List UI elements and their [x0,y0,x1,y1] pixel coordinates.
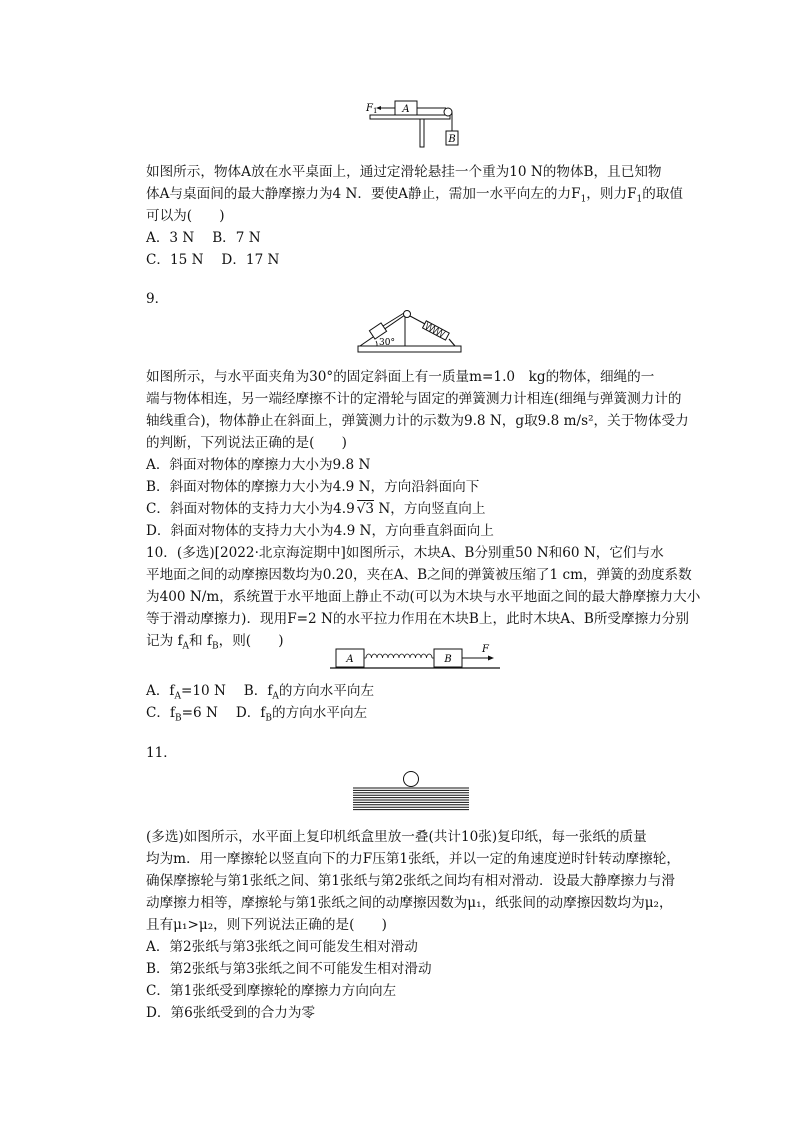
q9-stem-line4: 的判断，下列说法正确的是( ) [146,435,347,451]
q8-fig-a-label: A [402,104,410,115]
q9-option-b: B．斜面对物体的摩擦力大小为4.9 N，方向沿斜面向下 [146,479,480,495]
q11-stem-line3: 确保摩擦轮与第1张纸之间、第1张纸与第2张纸之间均有相对滑动．设最大静摩擦力与滑 [146,873,675,889]
q8-stem-line2: 体A与桌面间的最大静摩擦力为4 N．要使A静止，需加一水平向左的力$F_1$，则力$F_1$的取值 [146,186,684,205]
q11-stem-line1: (多选)如图所示，水平面上复印机纸盒里放一叠(共计10张)复印纸，每一张纸的质量 [146,829,647,845]
q8-fig-f1-label: F [366,103,373,114]
q11-paper-stack [353,788,469,810]
q10-options-cd: C．$f_B=6$ N D．$f_B$的方向水平向左 [146,705,368,724]
q10-options-ab: A．$f_A=10$ N B．$f_A$的方向水平向左 [146,683,375,702]
q11-option-c: C．第1张纸受到摩擦轮的摩擦力方向向左 [146,983,397,999]
q11-figure [350,770,472,814]
q8-options-ab: A．3 N B．7 N [146,230,261,246]
q11-option-b: B．第2张纸与第3张纸之间不可能发生相对滑动 [146,961,432,977]
q10-fig-b-label: B [444,654,452,665]
q10-stem-line1: 10．(多选)[2022·北京海淀期中]如图所示，木块A、B分别重50 N和60 N，它们与水 [146,545,664,561]
q11-option-d: D．第6张纸受到的合力为零 [146,1005,316,1021]
q8-fig-f1-sub: 1 [373,107,378,115]
q9-stem-line2: 端与物体相连，另一端经摩擦不计的定滑轮与固定的弹簧测力计相连(细绳与弹簧测力计的 [146,391,682,407]
q11-friction-wheel [404,772,419,787]
q9-stem-line1: 如图所示，与水平面夹角为30°的固定斜面上有一质量m=1.0 kg的物体，细绳的一 [146,369,655,385]
q8-stem-line3: 可以为( ) [146,208,225,224]
q8-stem-line1: 如图所示，物体A放在水平桌面上，通过定滑轮悬挂一个重为10 N的物体B，且已知物 [146,164,662,180]
q10-spring [364,654,434,658]
q11-stem-line5: 且有μ₁>μ₂，则下列说法正确的是( ) [146,917,387,933]
q9-option-c: C．斜面对物体的支持力大小为4.9 √3 N，方向竖直向上 [146,501,486,517]
q9-option-a: A．斜面对物体的摩擦力大小为9.8 N [146,457,371,473]
q11-option-a: A．第2张纸与第3张纸之间可能发生相对滑动 [146,939,418,955]
q9-angle-label: 30° [379,338,395,348]
q8-fig-b-label: B [448,134,456,145]
q8-options-cd: C．15 N D．17 N [146,252,280,268]
q11-stem-line2: 均为m．用一摩擦轮以竖直向下的力F压第1张纸，并以一定的角速度逆时针转动摩擦轮， [146,851,680,867]
q10-figure [330,643,502,675]
q11-number: 11． [146,745,177,761]
q10-stem-line5: 记为 $f_A$和 $f_B$，则( ) [146,633,284,652]
q9-figure [355,310,465,356]
q9-option-d: D．斜面对物体的支持力大小为4.9 N，方向垂直斜面向上 [146,523,494,539]
q9-spring-scale [423,321,450,340]
q9-pulley [404,311,411,318]
q10-stem-line4: 等于滑动摩擦力)．现用F=2 N的水平拉力作用在木块B上，此时木块A、B所受摩擦力分别 [146,611,689,627]
q10-stem-line3: 为400 N/m，系统置于水平地面上静止不动(可以为木块与水平地面之间的最大静摩擦力大小 [146,589,701,605]
q10-stem-line2: 平地面之间的动摩擦因数均为0.20，夹在A、B之间的弹簧被压缩了1 cm，弹簧的劲度系数 [146,567,692,583]
q8-pulley [444,108,452,116]
q10-fig-a-label: A [346,654,354,665]
q10-fig-f-label: F [482,644,489,655]
q9-stem-line3: 轴线重合)，物体静止在斜面上，弹簧测力计的示数为9.8 N，g取9.8 m/s²，关于物体受力 [146,413,689,429]
q11-stem-line4: 动摩擦力相等，摩擦轮与第1张纸之间的动摩擦因数为μ₁，纸张间的动摩擦因数均为μ₂， [146,895,673,911]
q9-number: 9． [146,291,169,307]
q8-figure [360,98,470,150]
